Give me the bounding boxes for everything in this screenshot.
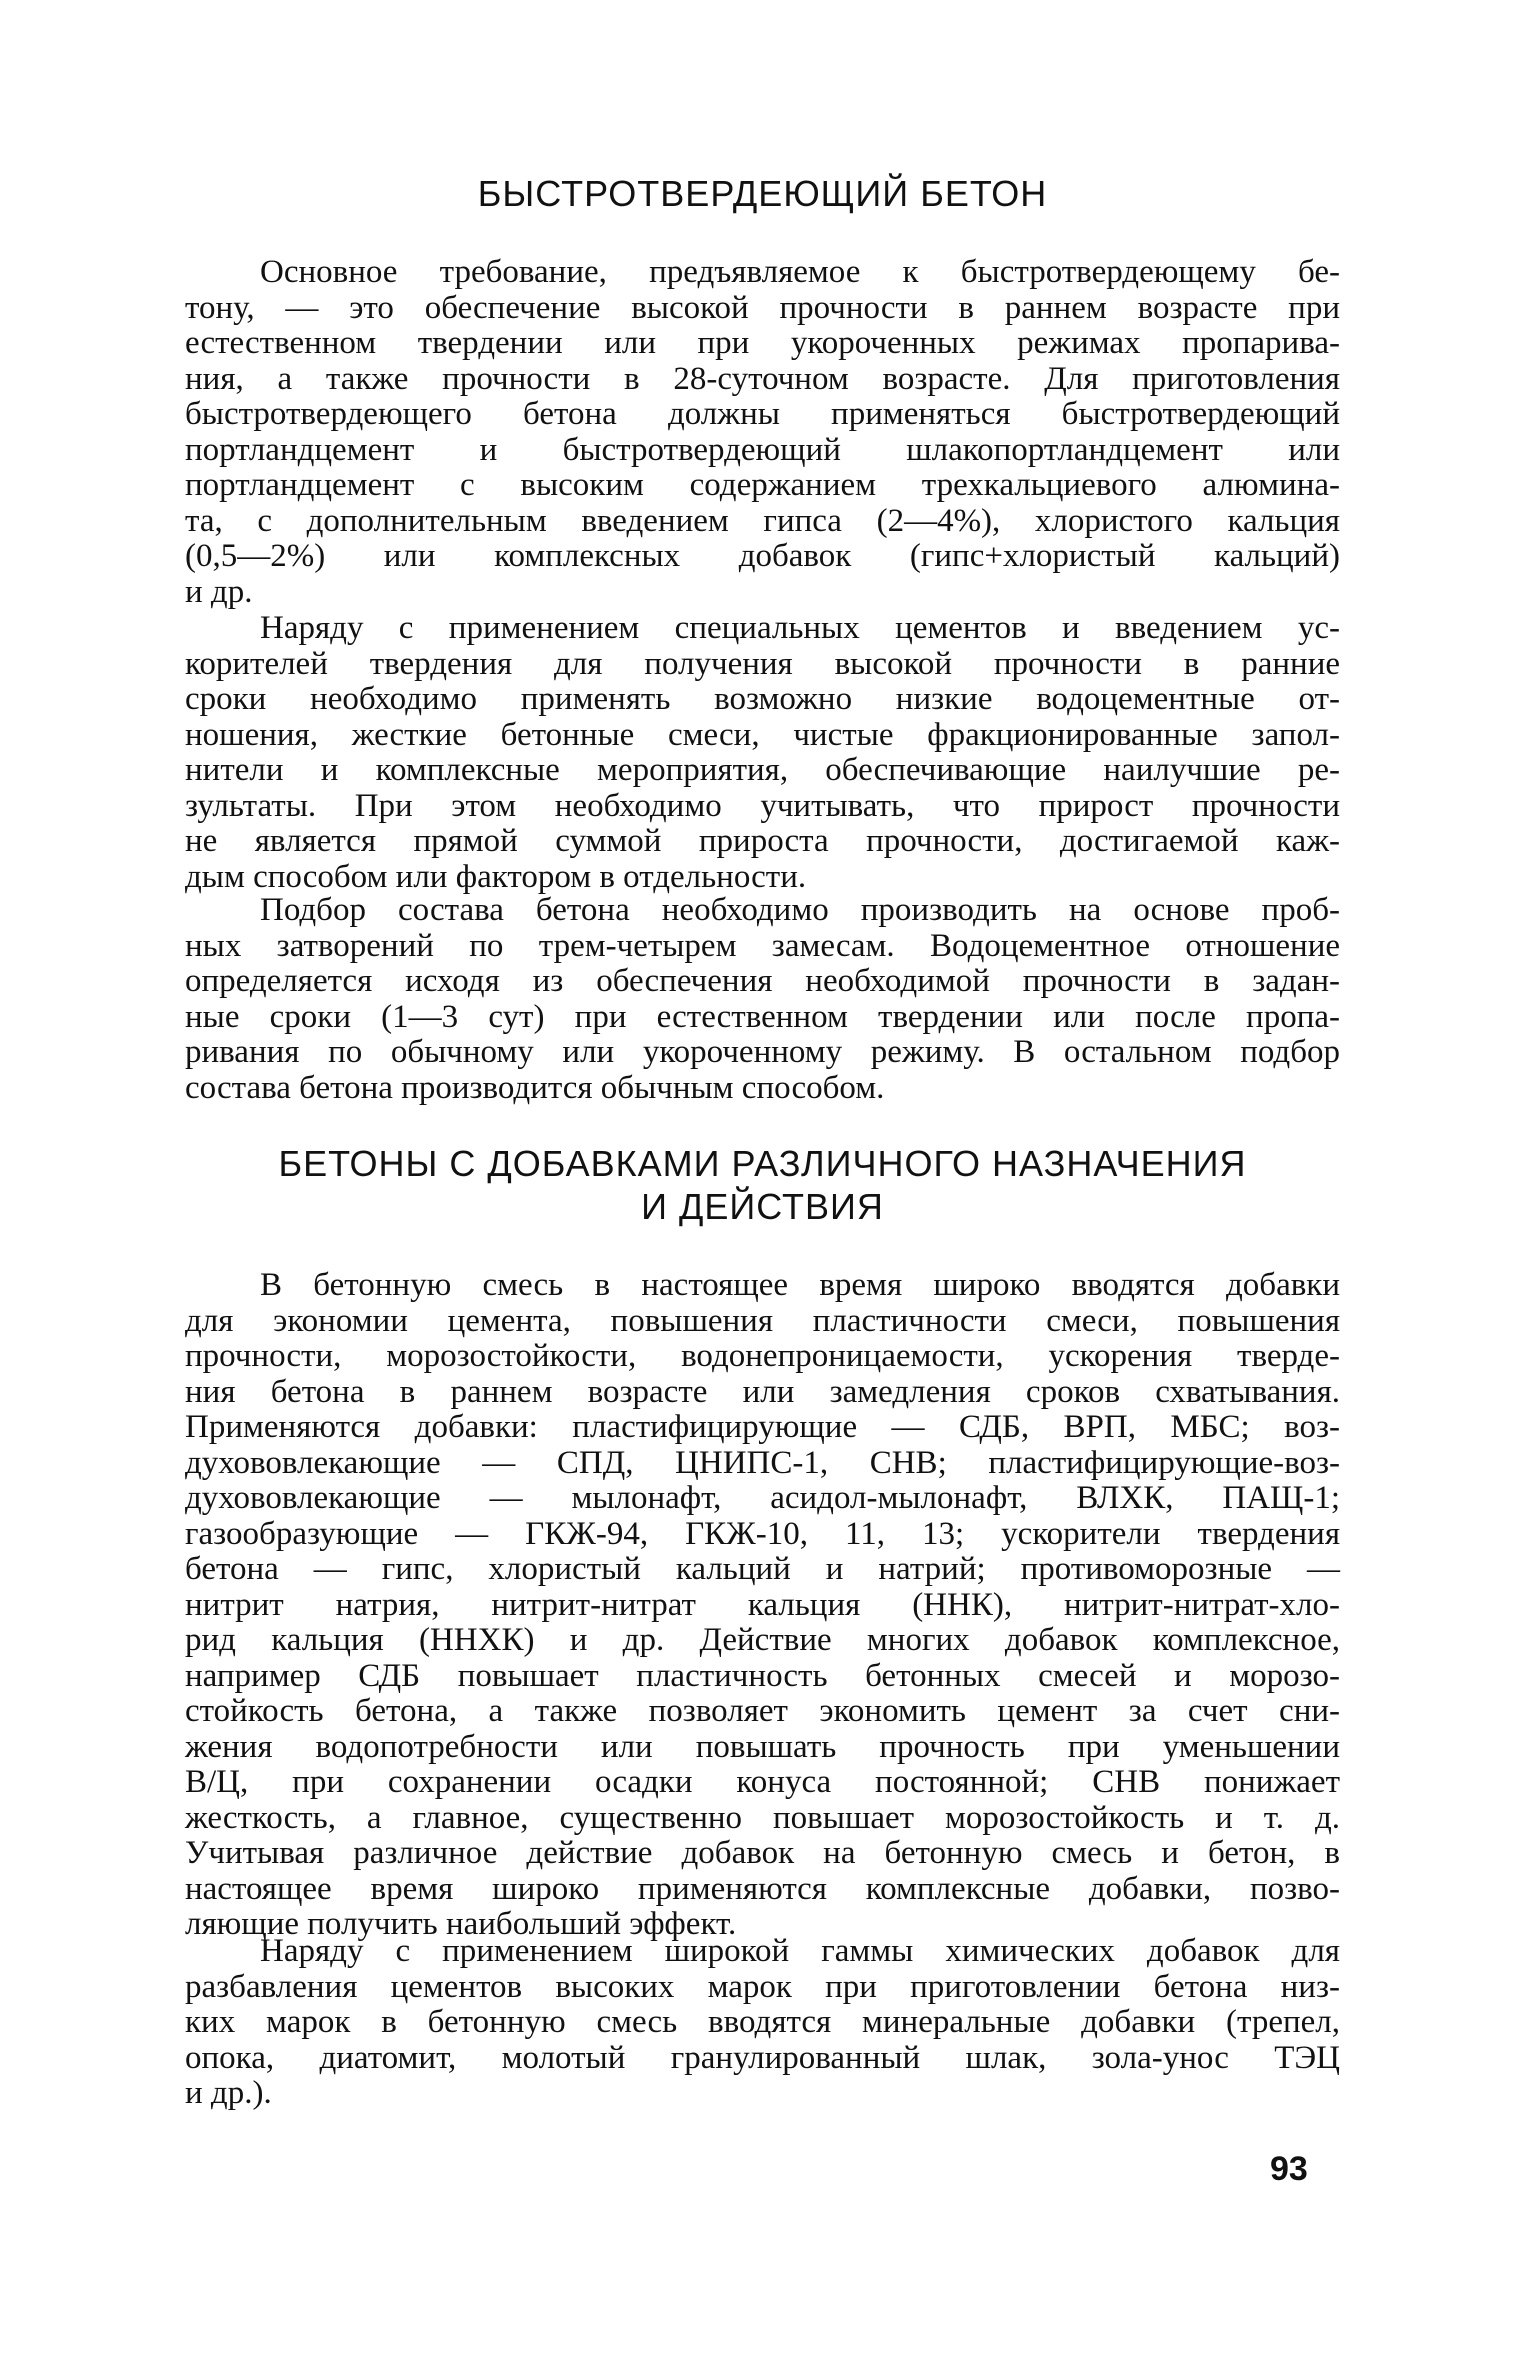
text-line: и др.).	[185, 2075, 272, 2111]
text-line: опока, диатомит, молотый гранулированный шлак, зола-унос ТЭЦ	[185, 2039, 1340, 2076]
text-line: быстротвердеющего бетона должны применяться быстротвердеющий	[185, 396, 1340, 432]
section-heading-admixtures-line1: БЕТОНЫ С ДОБАВКАМИ РАЗЛИЧНОГО НАЗНАЧЕНИЯ	[278, 1143, 1247, 1184]
section-heading-fast-hardening-concrete: БЫСТРОТВЕРДЕЮЩИЙ БЕТОН	[477, 173, 1048, 214]
text-line: Основное требование, предъявляемое к быстротвердеющему бе-	[260, 254, 1340, 290]
text-line: духововлекающие — мылонафт, асидол-мылонафт, ВЛХК, ПАЩ-1;	[185, 1480, 1340, 1516]
text-line: ния, а также прочности в 28-суточном возрасте. Для приготовления	[185, 360, 1340, 397]
text-line: нители и комплексные мероприятия, обеспечивающие наилучшие ре-	[185, 752, 1340, 788]
text-line: прочности, морозостойкости, водонепроницаемости, ускорения тверде-	[185, 1338, 1340, 1374]
text-line: ния бетона в раннем возрасте или замедления сроков схватывания.	[185, 1373, 1340, 1410]
text-line: рид кальция (ННХК) и др. Действие многих добавок комплексное,	[185, 1622, 1340, 1658]
text-line: Учитывая различное действие добавок на бетонную смесь и бетон, в	[185, 1835, 1340, 1871]
text-line: бетона — гипс, хлористый кальций и натрий; противоморозные —	[185, 1551, 1340, 1587]
text-line: Наряду с применением специальных цементов и введением ус-	[260, 610, 1340, 646]
text-line: В/Ц, при сохранении осадки конуса постоянной; СНВ понижает	[185, 1764, 1340, 1800]
paragraph	[185, 893, 1340, 1106]
page-number: 93	[1270, 2150, 1308, 2188]
text-line: ляющие получить наибольший эффект.	[185, 1906, 737, 1942]
text-line: дым способом или фактором в отдельности.	[185, 858, 807, 895]
text-line: тону, — это обеспечение высокой прочности в раннем возрасте при	[185, 289, 1340, 326]
text-line: настоящее время широко применяются комплексные добавки, позво-	[185, 1870, 1340, 1907]
text-line: зультаты. При этом необходимо учитывать, что прирост прочности	[185, 787, 1340, 824]
paragraph	[185, 255, 1340, 610]
text-line: Подбор состава бетона необходимо производить на основе проб-	[260, 892, 1340, 928]
text-line: сроки необходимо применять возможно низкие водоцементные от-	[185, 681, 1340, 717]
text-line: для экономии цемента, повышения пластичности смеси, повышения	[185, 1302, 1340, 1339]
text-line: не является прямой суммой прироста прочности, достигаемой каж-	[185, 823, 1340, 859]
text-line: ривания по обычному или укороченному режиму. В остальном подбор	[185, 1034, 1340, 1070]
text-line: портландцемент и быстротвердеющий шлакопортландцемент или	[185, 431, 1340, 468]
text-line: и др.	[185, 573, 253, 610]
text-line: жения водопотребности или повышать прочность при уменьшении	[185, 1728, 1340, 1765]
paragraph	[185, 1268, 1340, 1943]
text-line: разбавления цементов высоких марок при приготовлении бетона низ-	[185, 1968, 1340, 2005]
text-line: газообразующие — ГКЖ-94, ГКЖ-10, 11, 13; ускорители твердения	[185, 1515, 1340, 1552]
text-line: ких марок в бетонную смесь вводятся минеральные добавки (трепел,	[185, 2004, 1340, 2040]
paragraph	[185, 611, 1340, 895]
text-line: корителей твердения для получения высокой прочности в ранние	[185, 645, 1340, 682]
text-line: та, с дополнительным введением гипса (2—4%), хлористого кальция	[185, 502, 1340, 539]
text-line: портландцемент с высоким содержанием трехкальциевого алюмина-	[185, 467, 1340, 503]
text-line: духововлекающие — СПД, ЦНИПС-1, СНВ; пластифицирующие-воз-	[185, 1444, 1340, 1481]
text-line: ных затворений по трем-четырем замесам. Водоцементное отношение	[185, 927, 1340, 964]
text-line: ношения, жесткие бетонные смеси, чистые фракционированные запол-	[185, 716, 1340, 753]
text-line: Наряду с применением широкой гаммы химических добавок для	[260, 1933, 1340, 1969]
text-line: В бетонную смесь в настоящее время широко вводятся добавки	[260, 1267, 1340, 1303]
text-line: нитрит натрия, нитрит-нитрат кальция (ННК), нитрит-нитрат-хло-	[185, 1586, 1340, 1623]
text-line: естественном твердении или при укороченных режимах пропарива-	[185, 325, 1340, 361]
section-heading-admixtures-line2: И ДЕЙСТВИЯ	[641, 1186, 884, 1227]
text-line: жесткость, а главное, существенно повышает морозостойкость и т. д.	[185, 1799, 1340, 1836]
text-line: (0,5—2%) или комплексных добавок (гипс+хлористый кальций)	[185, 538, 1340, 574]
paragraph	[185, 1934, 1340, 2112]
text-line: ные сроки (1—3 сут) при естественном твердении или после пропа-	[185, 998, 1340, 1035]
text-line: состава бетона производится обычным способом.	[185, 1069, 885, 1106]
text-line: например СДБ повышает пластичность бетонных смесей и морозо-	[185, 1657, 1340, 1694]
text-line: определяется исходя из обеспечения необходимой прочности в задан-	[185, 963, 1340, 999]
text-line: Применяются добавки: пластифицирующие — СДБ, ВРП, МБС; воз-	[185, 1409, 1340, 1445]
text-line: стойкость бетона, а также позволяет экономить цемент за счет сни-	[185, 1693, 1340, 1729]
